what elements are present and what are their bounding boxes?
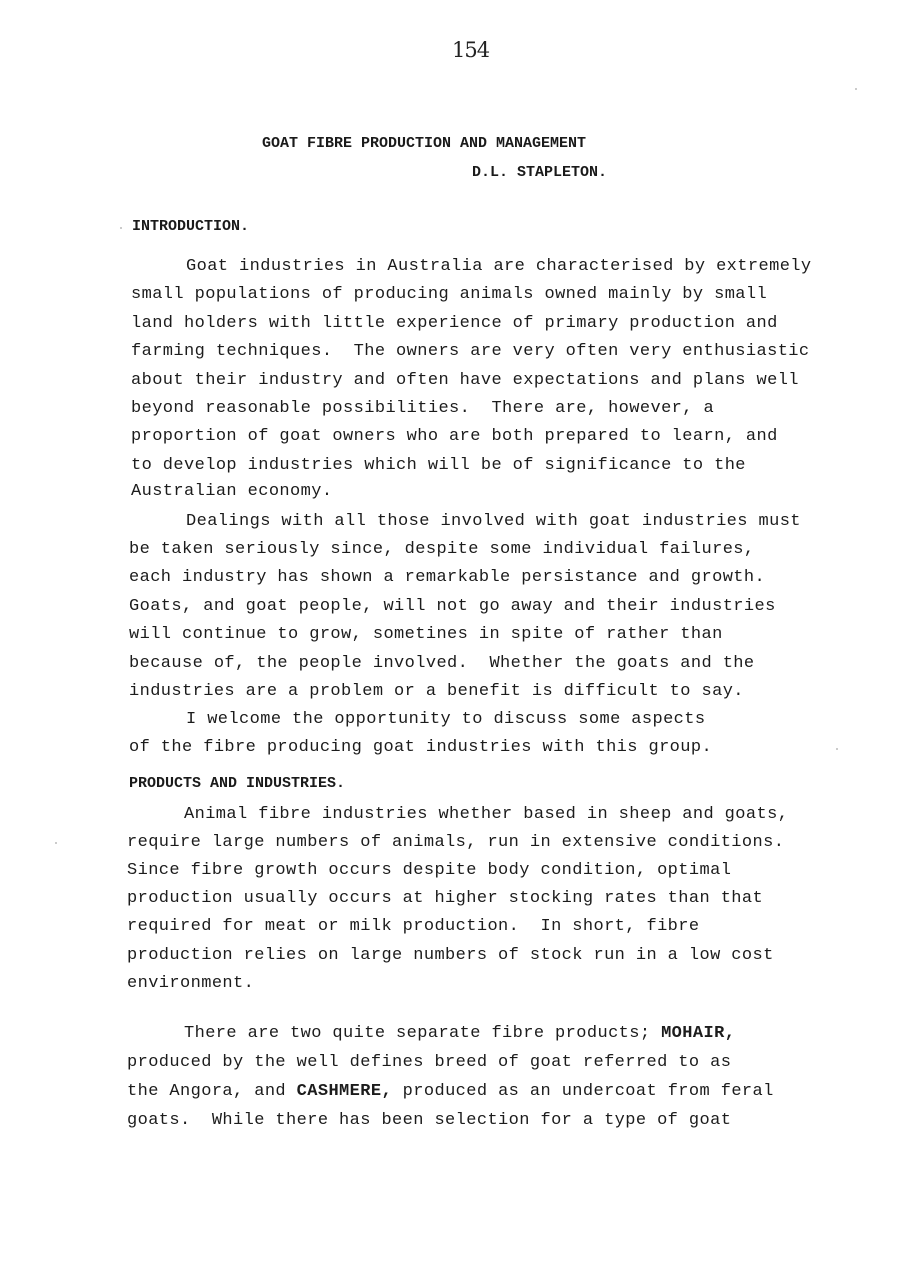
- text-run: There are two quite separate fibre products;: [184, 1024, 662, 1043]
- text-line: because of, the people involved. Whether the goats and the: [129, 654, 755, 673]
- text-line: production relies on large numbers of stock run in a low cost: [127, 946, 774, 965]
- text-run: the Angora, and: [127, 1082, 297, 1101]
- scan-speck: [55, 842, 57, 844]
- scan-speck: [836, 748, 838, 750]
- products-heading: PRODUCTS AND INDUSTRIES.: [129, 775, 346, 792]
- text-line: small populations of producing animals owned mainly by small: [131, 285, 768, 304]
- text-line: Since fibre growth occurs despite body condition, optimal: [127, 861, 732, 880]
- text-line: goats. While there has been selection for a type of goat: [127, 1111, 732, 1130]
- text-line: production usually occurs at higher stocking rates than that: [127, 889, 764, 908]
- text-line: environment.: [127, 974, 255, 993]
- document-title: GOAT FIBRE PRODUCTION AND MANAGEMENT: [262, 135, 587, 152]
- text-line: [127, 1082, 774, 1101]
- text-line: [184, 1024, 735, 1043]
- text-line: of the fibre producing goat industries with this group.: [129, 738, 713, 757]
- text-line: required for meat or milk production. In short, fibre: [127, 917, 700, 936]
- text-run: produced as an undercoat from feral: [392, 1082, 774, 1101]
- document-author: D.L. STAPLETON.: [472, 164, 608, 181]
- cashmere-term: CASHMERE,: [296, 1082, 393, 1101]
- page-number: 154: [452, 38, 490, 62]
- introduction-heading: INTRODUCTION.: [132, 218, 250, 235]
- text-line: beyond reasonable possibilities. There are, however, a: [131, 399, 715, 418]
- scan-speck: [120, 227, 122, 229]
- text-line: industries are a problem or a benefit is difficult to say.: [129, 682, 744, 701]
- text-line: about their industry and often have expectations and plans well: [131, 371, 799, 390]
- text-line: each industry has shown a remarkable persistance and growth.: [129, 568, 766, 587]
- text-line: Dealings with all those involved with goat industries must: [186, 512, 801, 531]
- text-line: will continue to grow, sometines in spite of rather than: [129, 625, 723, 644]
- text-line: to develop industries which will be of significance to the: [131, 456, 746, 475]
- text-line: farming techniques. The owners are very often very enthusiastic: [131, 342, 810, 361]
- text-line: Australian economy.: [131, 482, 333, 501]
- text-line: produced by the well defines breed of goat referred to as: [127, 1053, 732, 1072]
- text-line: I welcome the opportunity to discuss some aspects: [186, 710, 706, 729]
- mohair-term: MOHAIR,: [661, 1024, 736, 1043]
- scan-speck: [855, 88, 857, 90]
- text-line: require large numbers of animals, run in extensive conditions.: [127, 833, 785, 852]
- text-line: Goats, and goat people, will not go away and their industries: [129, 597, 776, 616]
- text-line: Animal fibre industries whether based in sheep and goats,: [184, 805, 789, 824]
- text-line: be taken seriously since, despite some individual failures,: [129, 540, 755, 559]
- text-line: land holders with little experience of primary production and: [131, 314, 778, 333]
- text-line: Goat industries in Australia are characterised by extremely: [186, 257, 812, 276]
- text-line: proportion of goat owners who are both prepared to learn, and: [131, 427, 778, 446]
